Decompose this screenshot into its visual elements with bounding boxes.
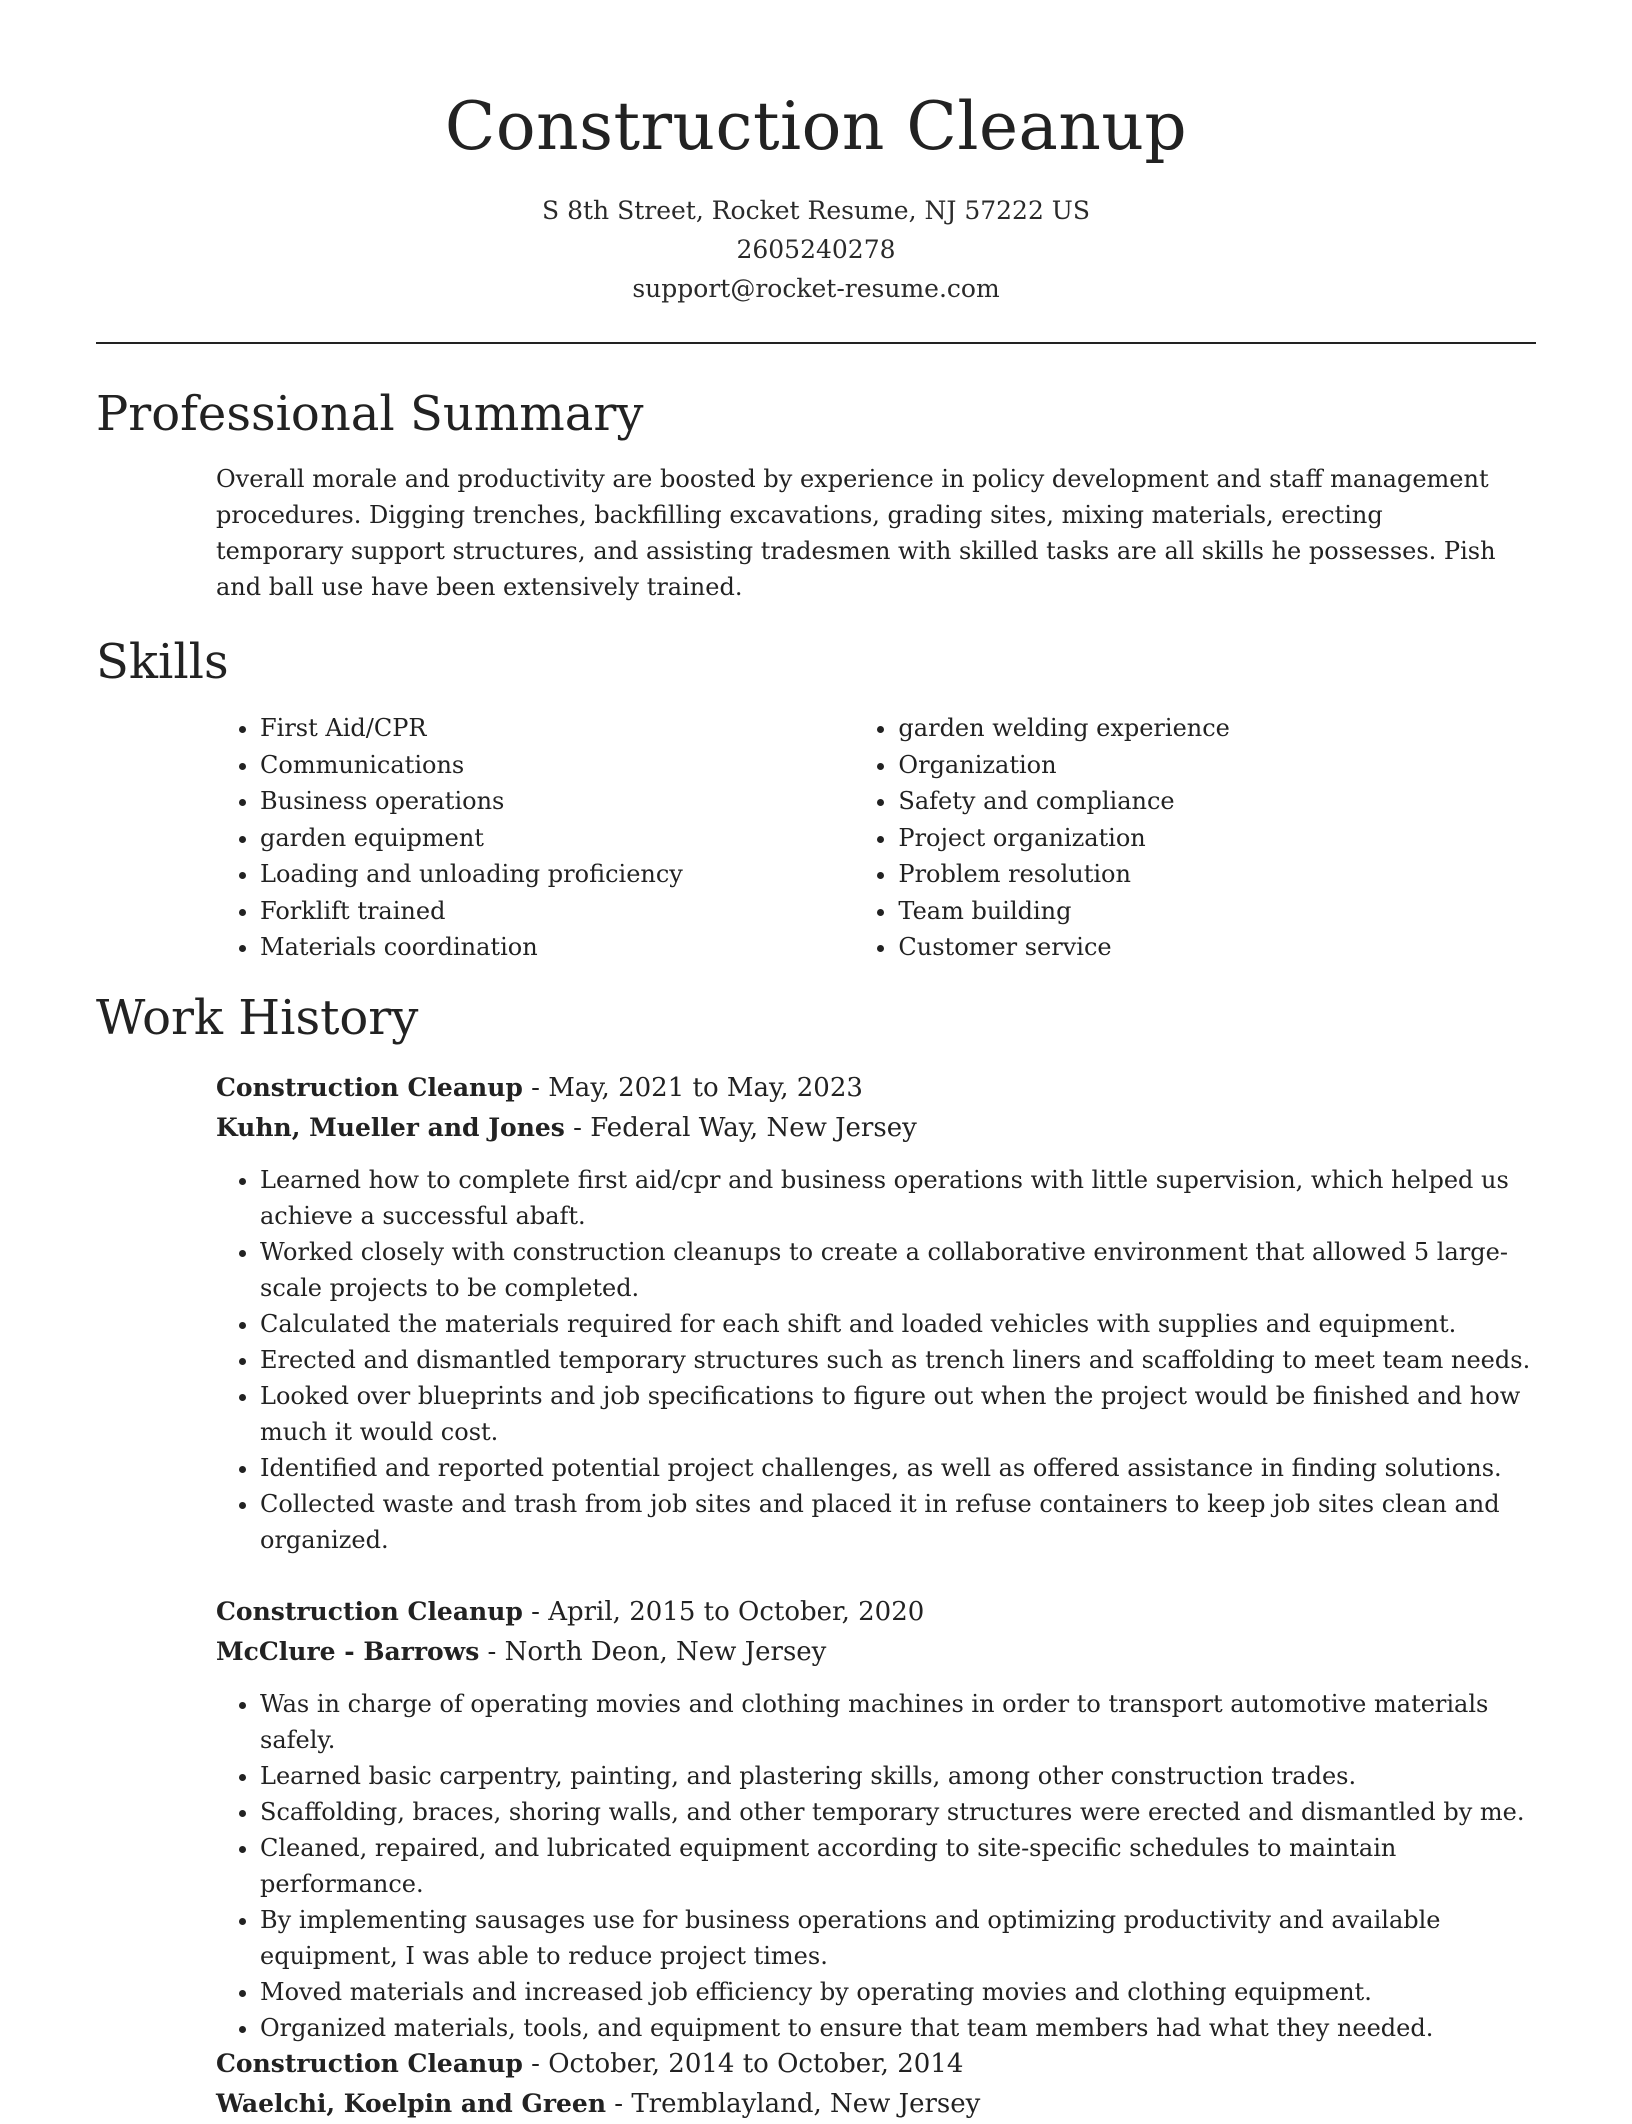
skills-heading: Skills	[96, 634, 229, 690]
job-role: Construction Cleanup	[216, 1597, 523, 1626]
contact-phone: 2605240278	[736, 235, 896, 264]
resume-name: Construction Cleanup	[444, 88, 1188, 165]
job-title-line	[216, 2044, 1536, 2084]
job-role: Construction Cleanup	[216, 2049, 523, 2078]
job-bullets	[216, 1686, 1536, 2046]
header-divider	[96, 342, 1536, 344]
skill-item: • garden welding experience	[898, 710, 1536, 747]
job-bullet: • Identified and reported potential project challenges, as well as offered assistance in finding solutions.	[260, 1450, 1536, 1486]
job-bullet: • Collected waste and trash from job sites and placed it in refuse containers to keep job sites clean and organized.	[260, 1486, 1536, 1558]
job-entry	[216, 1592, 1536, 2046]
skills-column-1	[216, 710, 854, 966]
job-location: - Tremblayland, New Jersey	[606, 2089, 981, 2119]
job-role: Construction Cleanup	[216, 1073, 523, 1102]
skill-item: • Problem resolution	[898, 856, 1536, 893]
job-bullet: • Moved materials and increased job efficiency by operating movies and clothing equipment.	[260, 1974, 1536, 2010]
job-company: Kuhn, Mueller and Jones	[216, 1113, 565, 1142]
summary-text: Overall morale and productivity are boosted by experience in policy development and staff management procedures. Digging trenches, backfilling excavations, grading sites, mixing materials, erecting temporary support structures, and assisting tradesmen with skilled tasks are all skills he possesses. Pish and ball use have been extensively trained.	[216, 465, 1496, 601]
job-bullet: • Erected and dismantled temporary structures such as trench liners and scaffolding to meet team needs.	[260, 1342, 1536, 1378]
job-title-line	[216, 1068, 1536, 1108]
job-bullet: • Cleaned, repaired, and lubricated equipment according to site-specific schedules to maintain performance.	[260, 1830, 1536, 1902]
job-bullet: • Organized materials, tools, and equipment to ensure that team members had what they needed.	[260, 2010, 1536, 2046]
job-bullet: • Looked over blueprints and job specifications to figure out when the project would be finished and how much it would cost.	[260, 1378, 1536, 1450]
skill-item: • garden equipment	[260, 820, 854, 857]
skill-item: • Safety and compliance	[898, 783, 1536, 820]
skill-item: • Business operations	[260, 783, 854, 820]
job-bullets	[216, 1162, 1536, 1558]
skill-item: • Communications	[260, 747, 854, 784]
job-dates: - May, 2021 to May, 2023	[522, 1073, 863, 1103]
job-bullet: • By implementing sausages use for business operations and optimizing productivity and available equipment, I was able to reduce project times.	[260, 1902, 1536, 1974]
job-entry	[216, 2044, 1536, 2124]
skill-item: • Project organization	[898, 820, 1536, 857]
contact-email: support@rocket-resume.com	[632, 274, 1000, 303]
job-dates: - October, 2014 to October, 2014	[522, 2049, 964, 2079]
skill-item: • Organization	[898, 747, 1536, 784]
job-bullet: • Was in charge of operating movies and clothing machines in order to transport automotive materials safely.	[260, 1686, 1536, 1758]
skill-item: • Materials coordination	[260, 929, 854, 966]
skill-item: • Team building	[898, 893, 1536, 930]
job-title-line	[216, 1592, 1536, 1632]
contact-info	[0, 191, 1632, 308]
job-bullet: • Scaffolding, braces, shoring walls, and other temporary structures were erected and dismantled by me.	[260, 1794, 1536, 1830]
job-bullet: • Learned how to complete first aid/cpr and business operations with little supervision, which helped us achieve a successful abaft.	[260, 1162, 1536, 1234]
contact-address: S 8th Street, Rocket Resume, NJ 57222 US	[542, 196, 1090, 225]
job-bullet: • Calculated the materials required for each shift and loaded vehicles with supplies and equipment.	[260, 1306, 1536, 1342]
job-company-line	[216, 1108, 1536, 1148]
job-bullet: • Learned basic carpentry, painting, and plastering skills, among other construction trades.	[260, 1758, 1536, 1794]
skills-column-2	[854, 710, 1536, 966]
summary-heading: Professional Summary	[96, 386, 644, 442]
skill-item: • Forklift trained	[260, 893, 854, 930]
skill-item: • Loading and unloading proficiency	[260, 856, 854, 893]
work-history-heading: Work History	[96, 990, 419, 1046]
job-bullet: • Worked closely with construction cleanups to create a collaborative environment that allowed 5 large-scale projects to be completed.	[260, 1234, 1536, 1306]
job-location: - North Deon, New Jersey	[479, 1637, 827, 1667]
skill-item: • First Aid/CPR	[260, 710, 854, 747]
job-company: McClure - Barrows	[216, 1637, 480, 1666]
skill-item: • Customer service	[898, 929, 1536, 966]
skills-list	[216, 710, 1536, 966]
job-entry	[216, 1068, 1536, 1558]
job-company: Waelchi, Koelpin and Green	[216, 2089, 606, 2118]
job-dates: - April, 2015 to October, 2020	[522, 1597, 925, 1627]
job-company-line	[216, 2084, 1536, 2124]
job-location: - Federal Way, New Jersey	[564, 1113, 917, 1143]
job-company-line	[216, 1632, 1536, 1672]
